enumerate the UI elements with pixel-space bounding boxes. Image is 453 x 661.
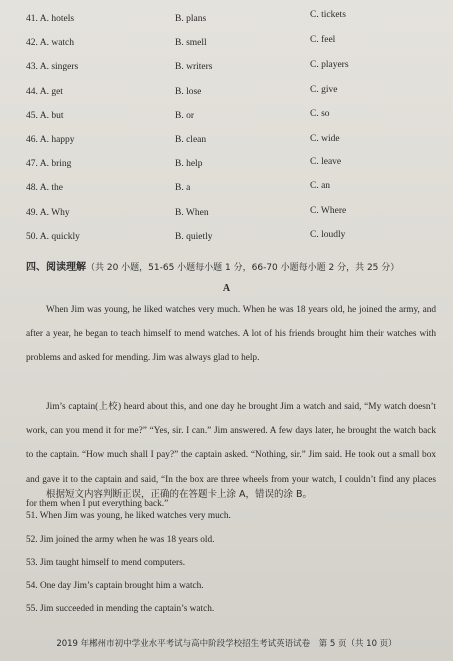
passage-label: A bbox=[222, 283, 231, 294]
option-a: 41. A. hotels bbox=[26, 14, 75, 24]
option-c: C. feel bbox=[310, 35, 336, 45]
option-c: C. give bbox=[310, 85, 338, 95]
option-a: 46. A. happy bbox=[26, 135, 75, 145]
option-c: C. players bbox=[310, 60, 349, 70]
option-row-44 bbox=[0, 87, 453, 103]
option-a: 45. A. but bbox=[26, 111, 64, 121]
option-a: 42. A. watch bbox=[26, 38, 75, 48]
option-b: B. smell bbox=[175, 38, 207, 48]
option-b: B. quietly bbox=[175, 232, 213, 242]
option-row-50 bbox=[0, 232, 453, 248]
option-b: B. help bbox=[175, 159, 203, 169]
option-row-47 bbox=[0, 159, 453, 175]
question-52: 52. Jim joined the army when he was 18 years old. bbox=[26, 535, 215, 545]
question-53: 53. Jim taught himself to mend computers. bbox=[26, 558, 186, 568]
option-a: 48. A. the bbox=[26, 183, 63, 193]
option-a: 43. A. singers bbox=[26, 62, 79, 72]
option-c: C. Where bbox=[310, 206, 347, 216]
option-row-49 bbox=[0, 208, 453, 224]
option-a: 49. A. Why bbox=[26, 208, 70, 218]
option-b: B. When bbox=[175, 208, 209, 218]
option-row-42 bbox=[0, 35, 453, 54]
option-b: B. writers bbox=[175, 62, 213, 72]
question-51: 51. When Jim was young, he liked watches very much. bbox=[26, 511, 231, 521]
option-row-45 bbox=[0, 111, 453, 127]
option-c: C. tickets bbox=[310, 10, 346, 20]
paragraph-text: Jim’s captain(上校) heard about this, and one day he brought Jim a watch and said, “My watch doesn’t work, can you mend it for me?” “Yes, sir. I can.” Jim answered. A few days later, he brought the watch back to the captain. “How much shall I pay?” the captain asked. “Nothing, sir.” Jim said. He took out a small box and gave it to the captain and said, “In the box are three wheels from your watch, I couldn’t find any places for them when I put everything back.” bbox=[26, 402, 436, 509]
question-54: 54. One day Jim’s captain brought him a watch. bbox=[26, 581, 204, 591]
option-row-46 bbox=[0, 135, 453, 151]
section-scoring-note: （共 20 小题，51-65 小题每小题 1 分，66-70 小题每小题 2 分，共 25 分） bbox=[86, 263, 400, 273]
option-a: 47. A. bring bbox=[26, 159, 72, 169]
option-a: 50. A. quickly bbox=[26, 232, 80, 242]
section-heading bbox=[26, 258, 399, 273]
option-c: C. an bbox=[310, 181, 331, 191]
question-55: 55. Jim succeeded in mending the captain’s watch. bbox=[26, 604, 215, 614]
paragraph-text: When Jim was young, he liked watches very much. When he was 18 years old, he joined the army, and after a year, he began to teach himself to mend watches. A lot of his friends brought him their watches with problems and asked for mending. Jim was always glad to help. bbox=[26, 305, 436, 364]
option-b: B. or bbox=[175, 111, 194, 121]
option-row-48 bbox=[0, 183, 453, 199]
option-c: C. leave bbox=[310, 157, 342, 167]
option-a: 44. A. get bbox=[26, 87, 63, 97]
option-c: C. loudly bbox=[310, 230, 346, 240]
option-c: C. so bbox=[310, 109, 330, 119]
option-row-43 bbox=[0, 62, 453, 78]
passage-paragraph-1 bbox=[26, 298, 436, 371]
instruction-text: 根据短文内容判断正误，正确的在答题卡上涂 A，错误的涂 B。 bbox=[46, 489, 313, 500]
page-footer: 2019 年郴州市初中学业水平考试与高中阶段学校招生考试英语试卷 第 5 页（共 10 页） bbox=[56, 639, 397, 649]
option-b: B. clean bbox=[175, 135, 207, 145]
option-b: B. a bbox=[175, 183, 191, 193]
option-b: B. plans bbox=[175, 14, 207, 24]
section-title: 四、阅读理解 bbox=[26, 262, 86, 273]
option-c: C. wide bbox=[310, 134, 340, 144]
option-b: B. lose bbox=[175, 87, 202, 97]
option-row-41 bbox=[0, 10, 453, 30]
